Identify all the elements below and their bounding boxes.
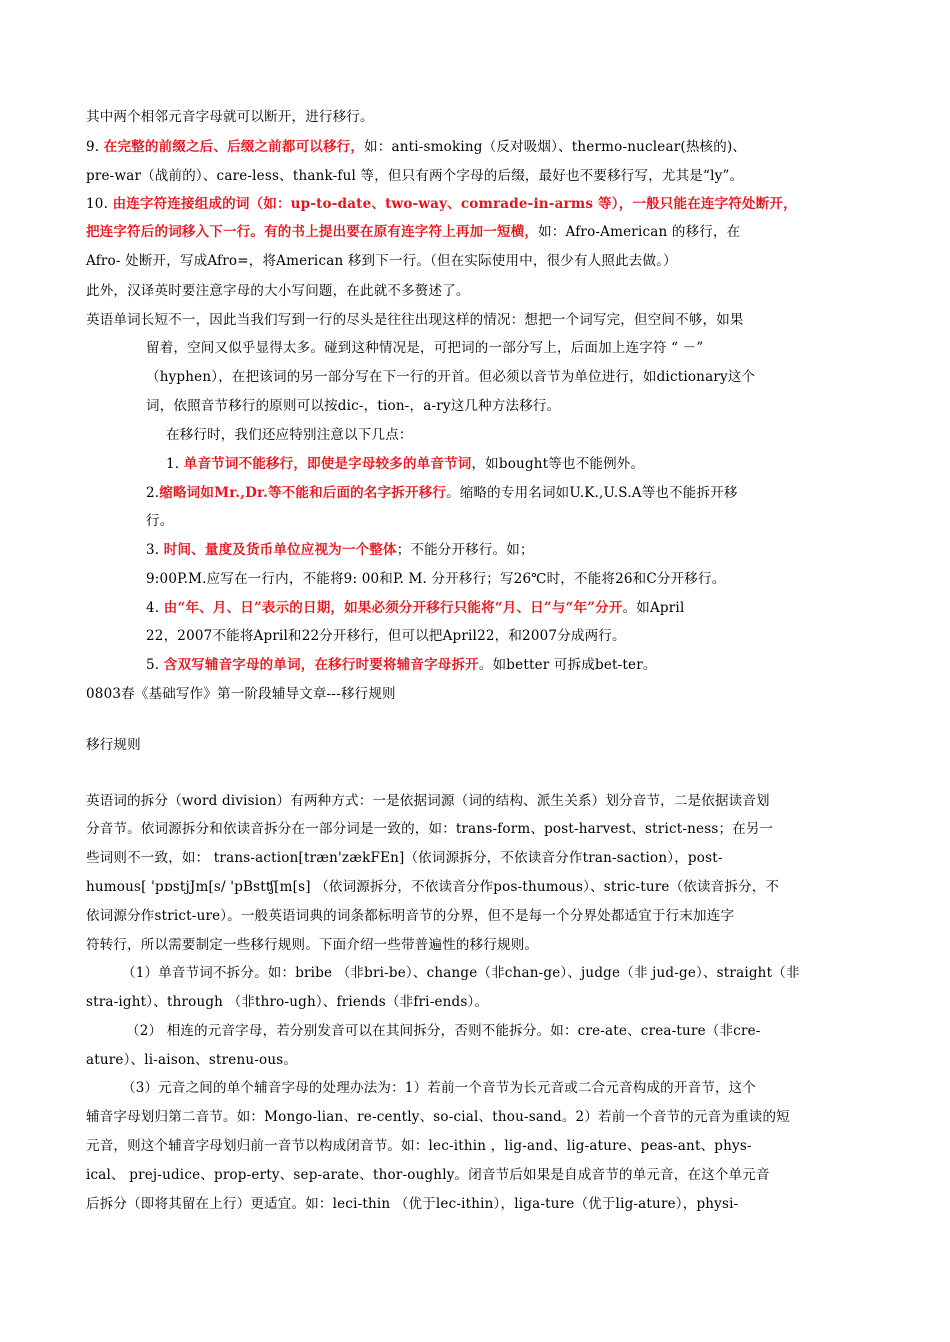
- emphasis-text: 时间、量度及货币单位应视为一个整体: [163, 542, 397, 558]
- text-line: [126, 1021, 870, 1041]
- text-line: [122, 1078, 870, 1098]
- text-run: ；不能分开移行。如；: [396, 542, 534, 558]
- text-line: [86, 251, 870, 271]
- text-line: [86, 992, 870, 1012]
- text-run: 。缩略的专用名词如U.K.,U.S.A等也不能拆开移: [446, 485, 738, 501]
- text-run: 此外，汉译英时要注意字母的大小写问题，在此就不多赘述了。: [86, 283, 470, 299]
- emphasis-text: 在完整的前缀之后、后缀之前都可以移行，: [103, 139, 365, 155]
- text-run: 后拆分（即将其留在上行）更适宜。如：leci-thin （优于lec-ithin），liga-ture（优于lig-ature），physi-: [86, 1196, 739, 1212]
- emphasis-text: 由连字符连接组成的词（如：up-to-date、two-way、comrade-in-arms 等），一般只能在连字符处断开，: [112, 196, 797, 212]
- text-run: （3）元音之间的单个辅音字母的处理办法为：1）若前一个音节为长元音或二合元音构成的开音节，这个: [122, 1080, 757, 1096]
- text-line: [86, 1165, 870, 1185]
- emphasis-text: 单音节词不能移行，即使是字母较多的单音节词: [183, 456, 472, 472]
- text-line: [86, 877, 870, 897]
- text-line: [86, 281, 870, 301]
- text-line: [146, 483, 870, 503]
- text-line: [122, 963, 870, 983]
- text-run: Afro- 处断开，写成Afro=，将American 移到下一行。（但在实际使用中，很少有人照此去做。）: [86, 253, 677, 269]
- text-run: 留着，空间又似乎显得太多。碰到这种情况是，可把词的一部分写上，后面加上连字符 “ －”: [146, 340, 704, 356]
- text-run: 在移行时，我们还应特别注意以下几点：: [166, 427, 413, 443]
- text-run: ，如bought等也不能例外。: [471, 456, 645, 472]
- emphasis-text: 含双写辅音字母的单词，在移行时要将辅音字母拆开: [163, 657, 479, 673]
- text-run: 2.: [146, 485, 160, 501]
- text-line: [86, 848, 870, 868]
- text-run: 其中两个相邻元音字母就可以断开，进行移行。: [86, 109, 374, 125]
- text-run: 10.: [86, 196, 113, 212]
- text-line: [86, 735, 870, 755]
- text-run: 些词则不一致，如： trans-action[træn'zækFEn]（依词源拆分，不依读音分作tran-saction），post-: [86, 850, 723, 866]
- text-line: [86, 194, 870, 214]
- text-line: [146, 598, 870, 618]
- text-run: 分音节。依词源拆分和依读音拆分在一部分词是一致的，如：trans-form、post-harvest、strict-ness；在另一: [86, 821, 774, 837]
- text-run: ical、 prej-udice、prop-erty、sep-arate、thor-oughly。闭音节后如果是自成音节的单元音，在这个单元音: [86, 1167, 770, 1183]
- text-run: 5.: [146, 657, 164, 673]
- text-line: [86, 1107, 870, 1127]
- text-line: [86, 166, 870, 186]
- text-run: 如：Afro-American 的移行，在: [538, 224, 741, 240]
- text-line: [146, 626, 870, 646]
- text-run: 。如better 可拆成bet-ter。: [478, 657, 657, 673]
- text-line: [86, 819, 870, 839]
- text-run: 9.: [86, 139, 104, 155]
- emphasis-text: 由“年、月、日”表示的日期，如果必须分开移行只能将“月、日”与“年”分开: [163, 600, 623, 616]
- text-run: 0803春《基础写作》第一阶段辅导文章---移行规则: [86, 686, 396, 702]
- text-run: 如：anti-smoking（反对吸烟）、thermo-nuclear(热核的)、: [364, 139, 747, 155]
- text-line: [86, 791, 870, 811]
- text-run: 3.: [146, 542, 164, 558]
- text-line: [146, 338, 870, 358]
- text-run: 9:00P.M.应写在一行内，不能将9: 00和P. M. 分开移行；写26℃时，不能将26和C分开移行。: [146, 571, 726, 587]
- text-line: [146, 511, 870, 531]
- text-run: humous[ 'pɒstjJm[s/ 'pBstʧ[m[s] （依词源拆分，不依读音分作pos-thumous）、stric-ture（依读音拆分，不: [86, 879, 780, 895]
- text-line: [146, 540, 870, 560]
- text-run: （2） 相连的元音字母，若分别发音可以在其间拆分，否则不能拆分。如：cre-ate、crea-ture（非cre-: [126, 1023, 761, 1039]
- text-run: 22，2007不能将April和22分开移行，但可以把April22，和2007分成两行。: [146, 628, 626, 644]
- text-line: [86, 1050, 870, 1070]
- text-line: [86, 1136, 870, 1156]
- text-run: 元音，则这个辅音字母划归前一音节以构成闭音节。如：lec-ithin ，lig-and、lig-ature、peas-ant、phys-: [86, 1138, 752, 1154]
- text-line: [86, 222, 870, 242]
- text-line: [86, 906, 870, 926]
- text-line: [146, 367, 870, 387]
- emphasis-text: 把连字符后的词移入下一行。有的书上提出要在原有连字符上再加一短横，: [86, 224, 539, 240]
- text-run: 4.: [146, 600, 164, 616]
- text-line: [86, 107, 870, 127]
- text-line: [86, 310, 870, 330]
- text-run: 1.: [166, 456, 184, 472]
- text-line: [86, 137, 870, 157]
- text-run: 。如April: [622, 600, 685, 616]
- text-line: [86, 935, 870, 955]
- text-line: [166, 454, 870, 474]
- text-run: stra-ight）、through （非thro-ugh）、friends（非fri-ends）。: [86, 994, 489, 1010]
- text-run: pre-war（战前的）、care-less、thank-ful 等，但只有两个字母的后缀，最好也不要移行写，尤其是“ly”。: [86, 168, 744, 184]
- text-line: [166, 425, 870, 445]
- text-run: ature）、li-aison、strenu-ous。: [86, 1052, 298, 1068]
- text-line: [146, 655, 870, 675]
- text-run: 依词源分作strict-ure）。一般英语词典的词条都标明音节的分界，但不是每一个分界处都适宜于行末加连字: [86, 908, 735, 924]
- text-run: 行。: [146, 513, 174, 529]
- text-run: 词，依照音节移行的原则可以按dic-，tion-，a-ry这几种方法移行。: [146, 398, 561, 414]
- text-run: 移行规则: [86, 737, 141, 753]
- text-run: 英语词的拆分（word division）有两种方式：一是依据词源（词的结构、派生关系）划分音节，二是依据读音划: [86, 793, 770, 809]
- text-run: （1）单音节词不拆分。如：bribe （非bri-be）、change（非chan-ge）、judge（非 jud-ge）、straight（非: [122, 965, 800, 981]
- emphasis-text: 缩略词如Mr.,Dr.等不能和后面的名字拆开移行: [159, 485, 447, 501]
- text-line: [86, 1194, 870, 1214]
- text-line: [146, 396, 870, 416]
- text-line: [146, 569, 870, 589]
- text-run: （hyphen），在把该词的另一部分写在下一行的开首。但必须以音节为单位进行，如dictionary这个: [146, 369, 756, 385]
- text-run: 辅音字母划归第二音节。如：Mongo-lian、re-cently、so-cial、thou-sand。2）若前一个音节的元音为重读的短: [86, 1109, 790, 1125]
- text-run: 英语单词长短不一，因此当我们写到一行的尽头是往往出现这样的情况：想把一个词写完，但空间不够，如果: [86, 312, 744, 328]
- text-line: [86, 684, 870, 704]
- text-run: 符转行，所以需要制定一些移行规则。下面介绍一些带普遍性的移行规则。: [86, 937, 539, 953]
